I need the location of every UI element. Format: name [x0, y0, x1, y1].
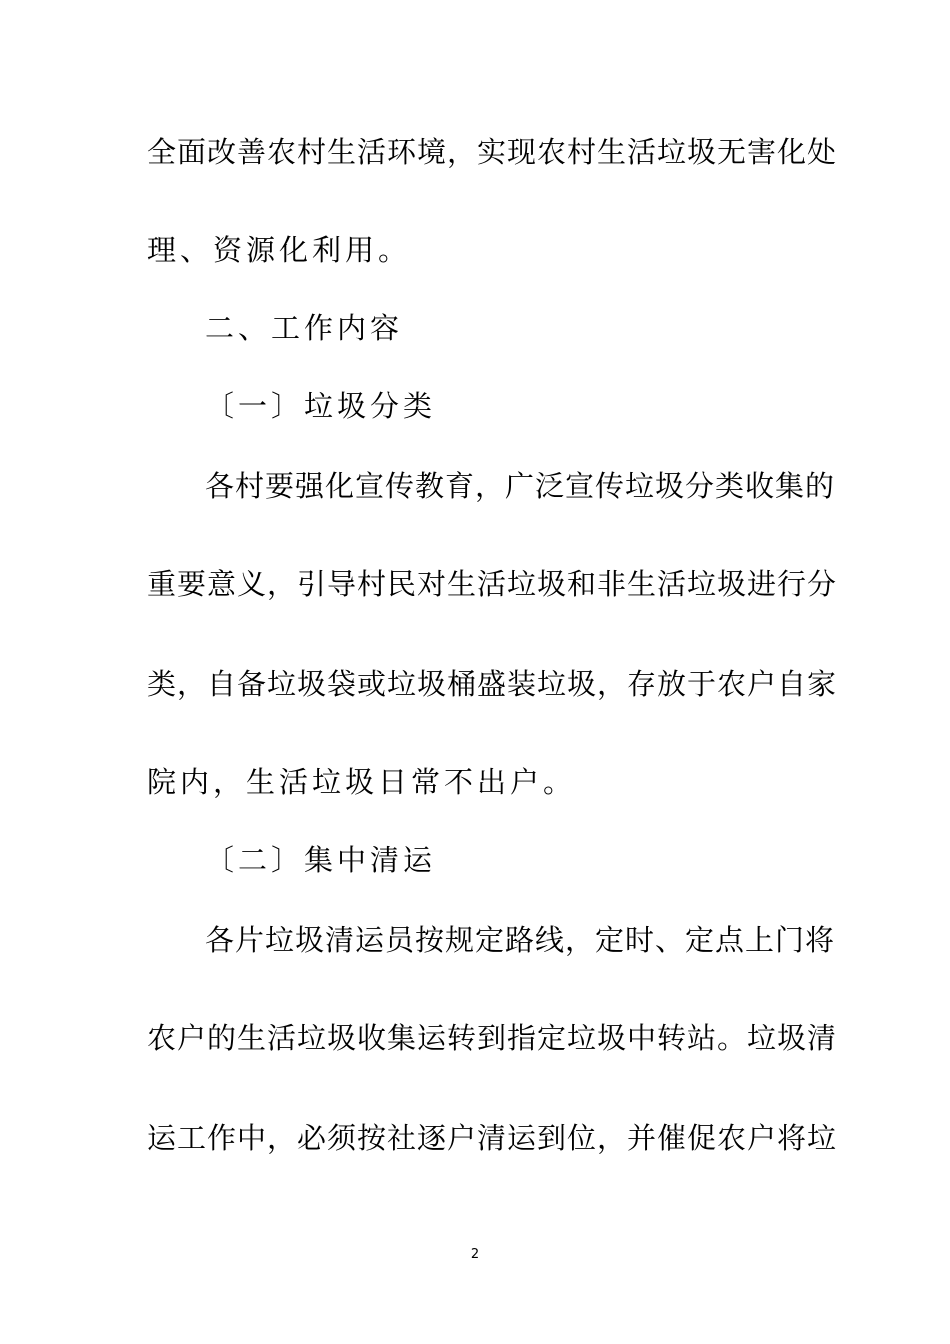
- body-line-4: 重要意义，引导村民对生活垃圾和非生活垃圾进行分: [147, 567, 838, 601]
- body-line-5: 类，自备垃圾袋或垃圾桶盛装垃圾，存放于农户自家: [147, 667, 838, 701]
- page-number: 2: [470, 1247, 480, 1262]
- body-line-3: 各村要强化宣传教育，广泛宣传垃圾分类收集的: [205, 469, 836, 503]
- body-line-9: 运工作中，必须按社逐户清运到位，并催促农户将垃: [147, 1121, 838, 1155]
- section-heading: 二、工作内容: [205, 311, 404, 345]
- subsection-heading-2: 〔二〕集中清运: [205, 843, 437, 877]
- subsection-heading-1: 〔一〕垃圾分类: [205, 389, 437, 423]
- body-line-8: 农户的生活垃圾收集运转到指定垃圾中转站。垃圾清: [147, 1021, 838, 1055]
- body-line-6: 院内，生活垃圾日常不出户。: [147, 765, 577, 799]
- body-line-1: 全面改善农村生活环境，实现农村生活垃圾无害化处: [147, 135, 838, 169]
- body-line-7: 各片垃圾清运员按规定路线，定时、定点上门将: [205, 923, 836, 957]
- body-line-2: 理、资源化利用。: [147, 233, 412, 267]
